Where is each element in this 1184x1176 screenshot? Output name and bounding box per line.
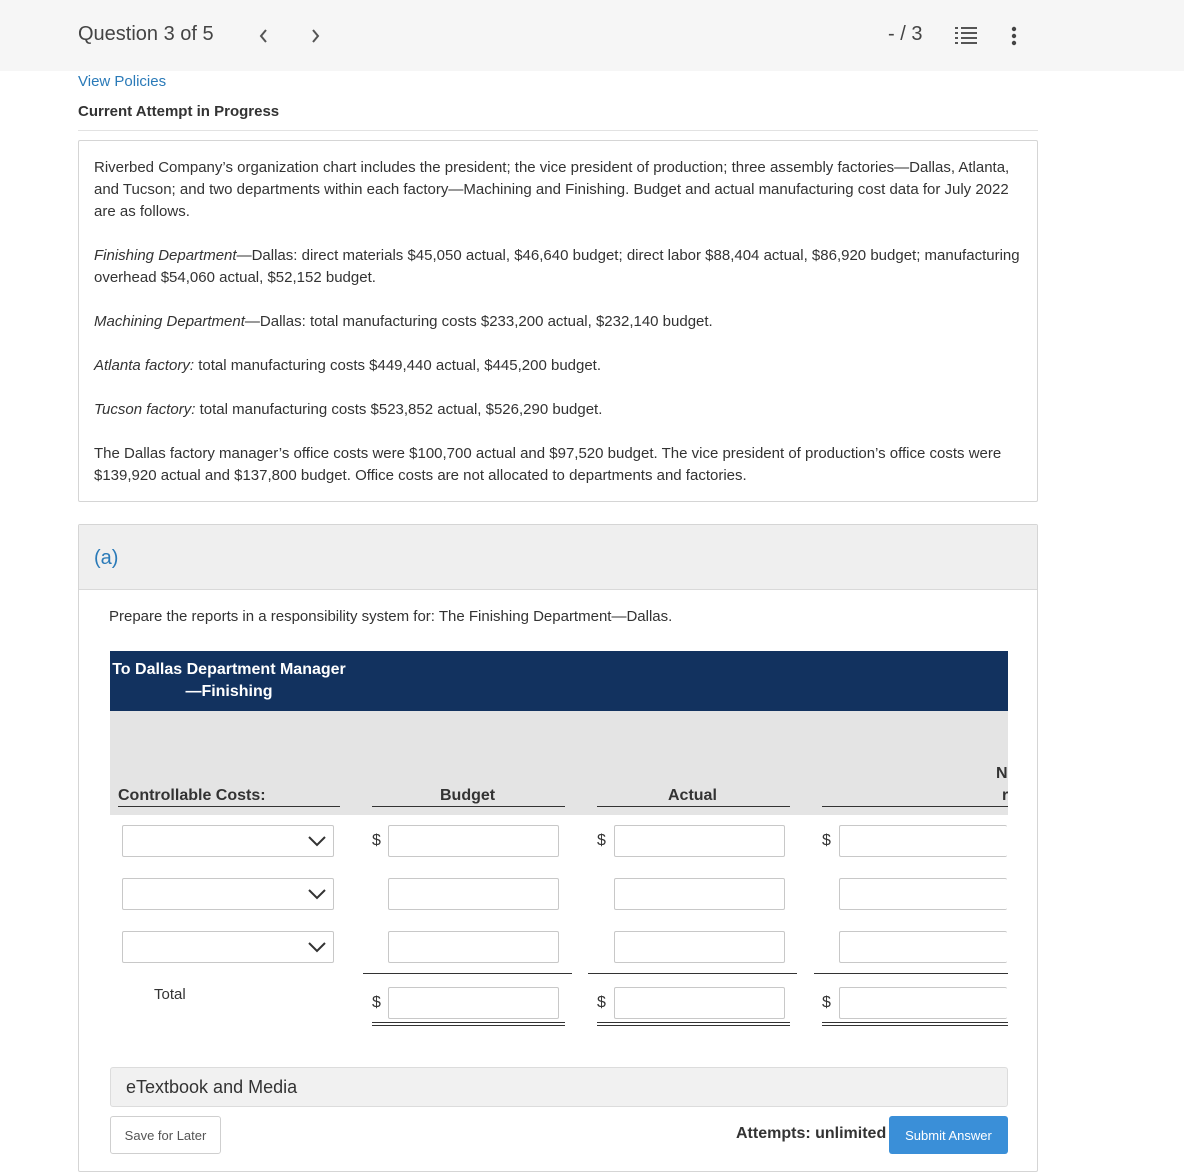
currency-symbol: $ bbox=[597, 832, 606, 849]
currency-symbol: $ bbox=[822, 994, 831, 1011]
part-instruction: Prepare the reports in a responsibility system for: The Finishing Department—Dallas. bbox=[109, 608, 673, 625]
problem-intro: Riverbed Company’s organization chart includes the president; the vice president of production; three assembly factories—Dallas, Atlanta, and Tucson; and two departments within each factory—Machining and Finishing. Budget and actual manufacturing cost data for July 2022 are as follows. bbox=[94, 159, 1010, 220]
tucson-label: Tucson factory: bbox=[94, 401, 196, 418]
currency-symbol: $ bbox=[597, 994, 606, 1011]
question-header-bar bbox=[0, 0, 1184, 71]
sum-line bbox=[363, 973, 572, 974]
report-title: To Dallas Department Manager—Finishing bbox=[112, 661, 346, 700]
part-header bbox=[79, 525, 1037, 590]
atlanta-text: total manufacturing costs $449,440 actual, $445,200 budget. bbox=[194, 357, 602, 374]
col-fourth-header-top: N bbox=[996, 765, 1008, 782]
currency-symbol: $ bbox=[372, 832, 381, 849]
etextbook-media-panel[interactable] bbox=[110, 1067, 1008, 1107]
cost-item-select[interactable] bbox=[122, 825, 334, 857]
part-a-panel bbox=[78, 524, 1038, 1172]
col-fourth-header-bottom: r bbox=[1002, 787, 1009, 804]
view-policies-link[interactable]: View Policies bbox=[78, 73, 167, 90]
part-letter: (a) bbox=[94, 547, 119, 569]
budget-input[interactable] bbox=[388, 931, 559, 963]
submit-answer-button[interactable]: Submit Answer bbox=[889, 1116, 1008, 1154]
machining-paragraph bbox=[94, 311, 1024, 333]
finishing-label: Finishing Department bbox=[94, 247, 237, 264]
actual-input[interactable] bbox=[614, 825, 785, 857]
sum-line bbox=[588, 973, 797, 974]
etextbook-label: eTextbook and Media bbox=[126, 1077, 298, 1097]
machining-label: Machining Department bbox=[94, 313, 245, 330]
tucson-text: total manufacturing costs $523,852 actual, $526,290 budget. bbox=[195, 401, 603, 418]
save-for-later-button[interactable]: Save for Later bbox=[110, 1116, 221, 1154]
machining-text: —Dallas: total manufacturing costs $233,200 actual, $232,140 budget. bbox=[244, 313, 713, 330]
score-display: - / 3 bbox=[888, 23, 923, 45]
previous-question-icon[interactable] bbox=[254, 24, 274, 48]
cost-item-select[interactable] bbox=[122, 878, 334, 910]
atlanta-paragraph bbox=[94, 355, 1024, 377]
actual-input[interactable] bbox=[614, 931, 785, 963]
double-underline bbox=[372, 1022, 565, 1023]
report-header bbox=[110, 651, 1008, 711]
office-costs-paragraph: The Dallas factory manager’s office costs were $100,700 actual and $97,520 budget. The vice president of production’s office costs were $139,920 actual and $137,800 budget. Office costs are not allocated to departments and factories. bbox=[94, 445, 1002, 484]
divider bbox=[78, 130, 1038, 131]
attempt-status: Current Attempt in Progress bbox=[78, 103, 280, 120]
variance-total-input[interactable] bbox=[839, 987, 1007, 1019]
currency-symbol: $ bbox=[822, 832, 831, 849]
problem-statement bbox=[78, 140, 1038, 502]
double-underline bbox=[597, 1025, 790, 1026]
atlanta-label: Atlanta factory: bbox=[94, 357, 195, 374]
question-list-icon[interactable] bbox=[954, 25, 978, 47]
budget-total-input[interactable] bbox=[388, 987, 559, 1019]
col-underline bbox=[118, 806, 340, 807]
more-options-icon[interactable] bbox=[1007, 24, 1021, 48]
actual-total-input[interactable] bbox=[614, 987, 785, 1019]
currency-symbol: $ bbox=[372, 994, 381, 1011]
actual-input[interactable] bbox=[614, 878, 785, 910]
next-question-icon[interactable] bbox=[306, 24, 326, 48]
variance-input[interactable] bbox=[839, 825, 1007, 857]
col-underline bbox=[597, 806, 790, 807]
col-underline bbox=[372, 806, 565, 807]
attempts-info: Attempts: unlimited bbox=[736, 1125, 887, 1142]
budget-input[interactable] bbox=[388, 825, 559, 857]
finishing-paragraph bbox=[94, 245, 1024, 289]
tucson-paragraph bbox=[94, 399, 1024, 421]
cost-item-select[interactable] bbox=[122, 931, 334, 963]
col-controllable-costs: Controllable Costs: bbox=[118, 787, 266, 804]
double-underline bbox=[822, 1025, 1008, 1026]
variance-input[interactable] bbox=[839, 878, 1007, 910]
double-underline bbox=[822, 1022, 1008, 1023]
sum-line bbox=[814, 973, 1008, 974]
finishing-text: —Dallas: direct materials $45,050 actual, $46,640 budget; direct labor $88,404 actual, $86,920 budget; manufacturing overhead $54,060 actual, $52,152 budget. bbox=[94, 247, 1020, 286]
budget-input[interactable] bbox=[388, 878, 559, 910]
variance-input[interactable] bbox=[839, 931, 1007, 963]
col-underline bbox=[822, 806, 1008, 807]
total-label: Total bbox=[154, 986, 186, 1003]
question-counter: Question 3 of 5 bbox=[78, 23, 214, 45]
double-underline bbox=[372, 1025, 565, 1026]
col-actual: Actual bbox=[668, 787, 717, 804]
double-underline bbox=[597, 1022, 790, 1023]
col-budget: Budget bbox=[440, 787, 496, 804]
